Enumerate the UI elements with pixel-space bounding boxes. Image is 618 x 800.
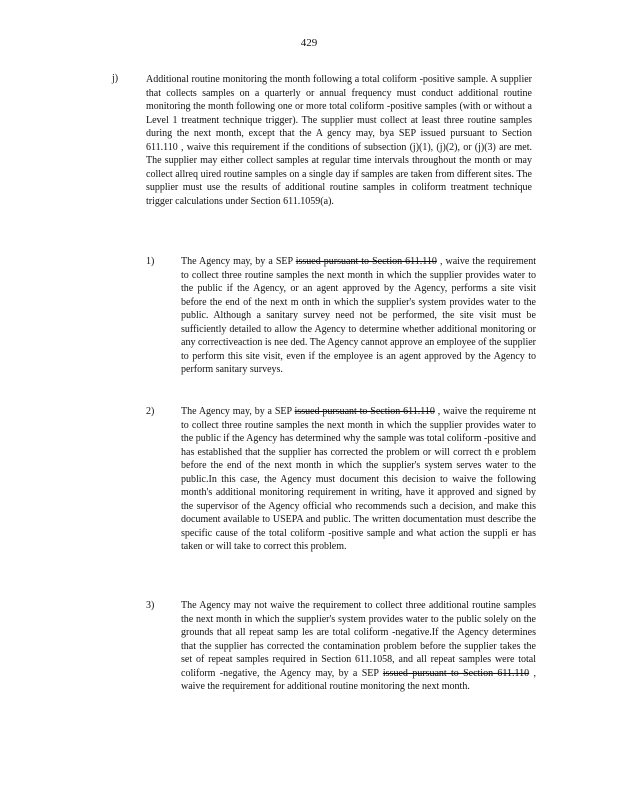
section-j-label: j) [112,73,119,84]
list-item-text [181,405,536,554]
text-segment: , waive the requirement to collect three routine samples the next month in which the supplier provides water to the public if the Agency, or an agent approved by the Agency, performs a site visit before the end of the next m onth in which the supplier's system provides water to the public. Although a sanitary survey need not be performed, the site visit must be sufficiently detailed to allow the Agency to determine whether additional monitoring or any correctiveaction is nee ded. The Agency cannot approve an employee of the supplier to perform this site visit, even if the employee is an agent approved by the Agency to perform sanitary surveys. [181,256,536,375]
list-item-number: 1) [146,256,155,267]
list-item-number: 2) [146,406,155,417]
page-number: 429 [300,37,318,49]
text-segment: The Agency may, by a SEP [181,256,296,267]
struck-text: issued pursuant to Section 611.110 [294,406,435,417]
list-item-text [181,255,536,377]
text-segment: The Agency may, by a SEP [181,406,295,417]
struck-text: issued pursuant to Section 611.110 [295,256,437,267]
text-segment: , waive the requirement for additional routine monitoring the next month. [181,667,536,692]
text-segment: , waive the requireme nt to collect three routine samples the next month in which the supplier provides water to the public if the Agency has determined why the sample was total coliform -positive and has established that the supplier has corrected the problem or will correct th e problem before the end of the next month in which the supplier's system serves water to the public.In this case, the Agency must document this decision to waive the following month's additional monitoring requirement in writing, have it approved and signed by the supervisor of the Agency official who recommends such a decision, and make this document available to USEPA and public. The written documentation must describe the specific cause of the total coliform -positive sample and what action the suppli er has taken or will take to correct this problem. [181,406,536,552]
section-j-paragraph: Additional routine monitoring the month following a total coliform -positive sample. A supplier that collects samples on a quarterly or annual frequency must conduct additional routine monitoring the month following one or more total coliform -positive samples (with or without a Level 1 treatment technique trigger). The supplier must collect at least three routine samples during the next month, except that the A gency may, bya SEP issued pursuant to Section 611.110 , waive this requirement if the conditions of subsection (j)(1), (j)(2), or (j)(3) are met. The supplier may either collect samples at regular time intervals throughout the month or may collect allreq uired routine samples on a single day if samples are taken from different sites. The supplier must use the results of additional routine samples in coliform treatment technique trigger calculations under Section 611.1059(a). [146,74,532,207]
list-item-text [181,599,536,694]
struck-text: issued pursuant to Section 611.110 [382,667,530,679]
list-item-number: 3) [146,600,155,611]
text-segment: The Agency may not waive the requirement to collect three additional routine samples the next month in which the supplier's system provides water to the public solely on the grounds that all repeat samp les are total coliform -negative.If the Agency determines that the supplier has corrected the contamination problem before the supplier takes the set of repeat samples required in Section 611.1058, and all repeat samples were total coliform -negative, the Agency may, by a SEP [181,600,536,679]
